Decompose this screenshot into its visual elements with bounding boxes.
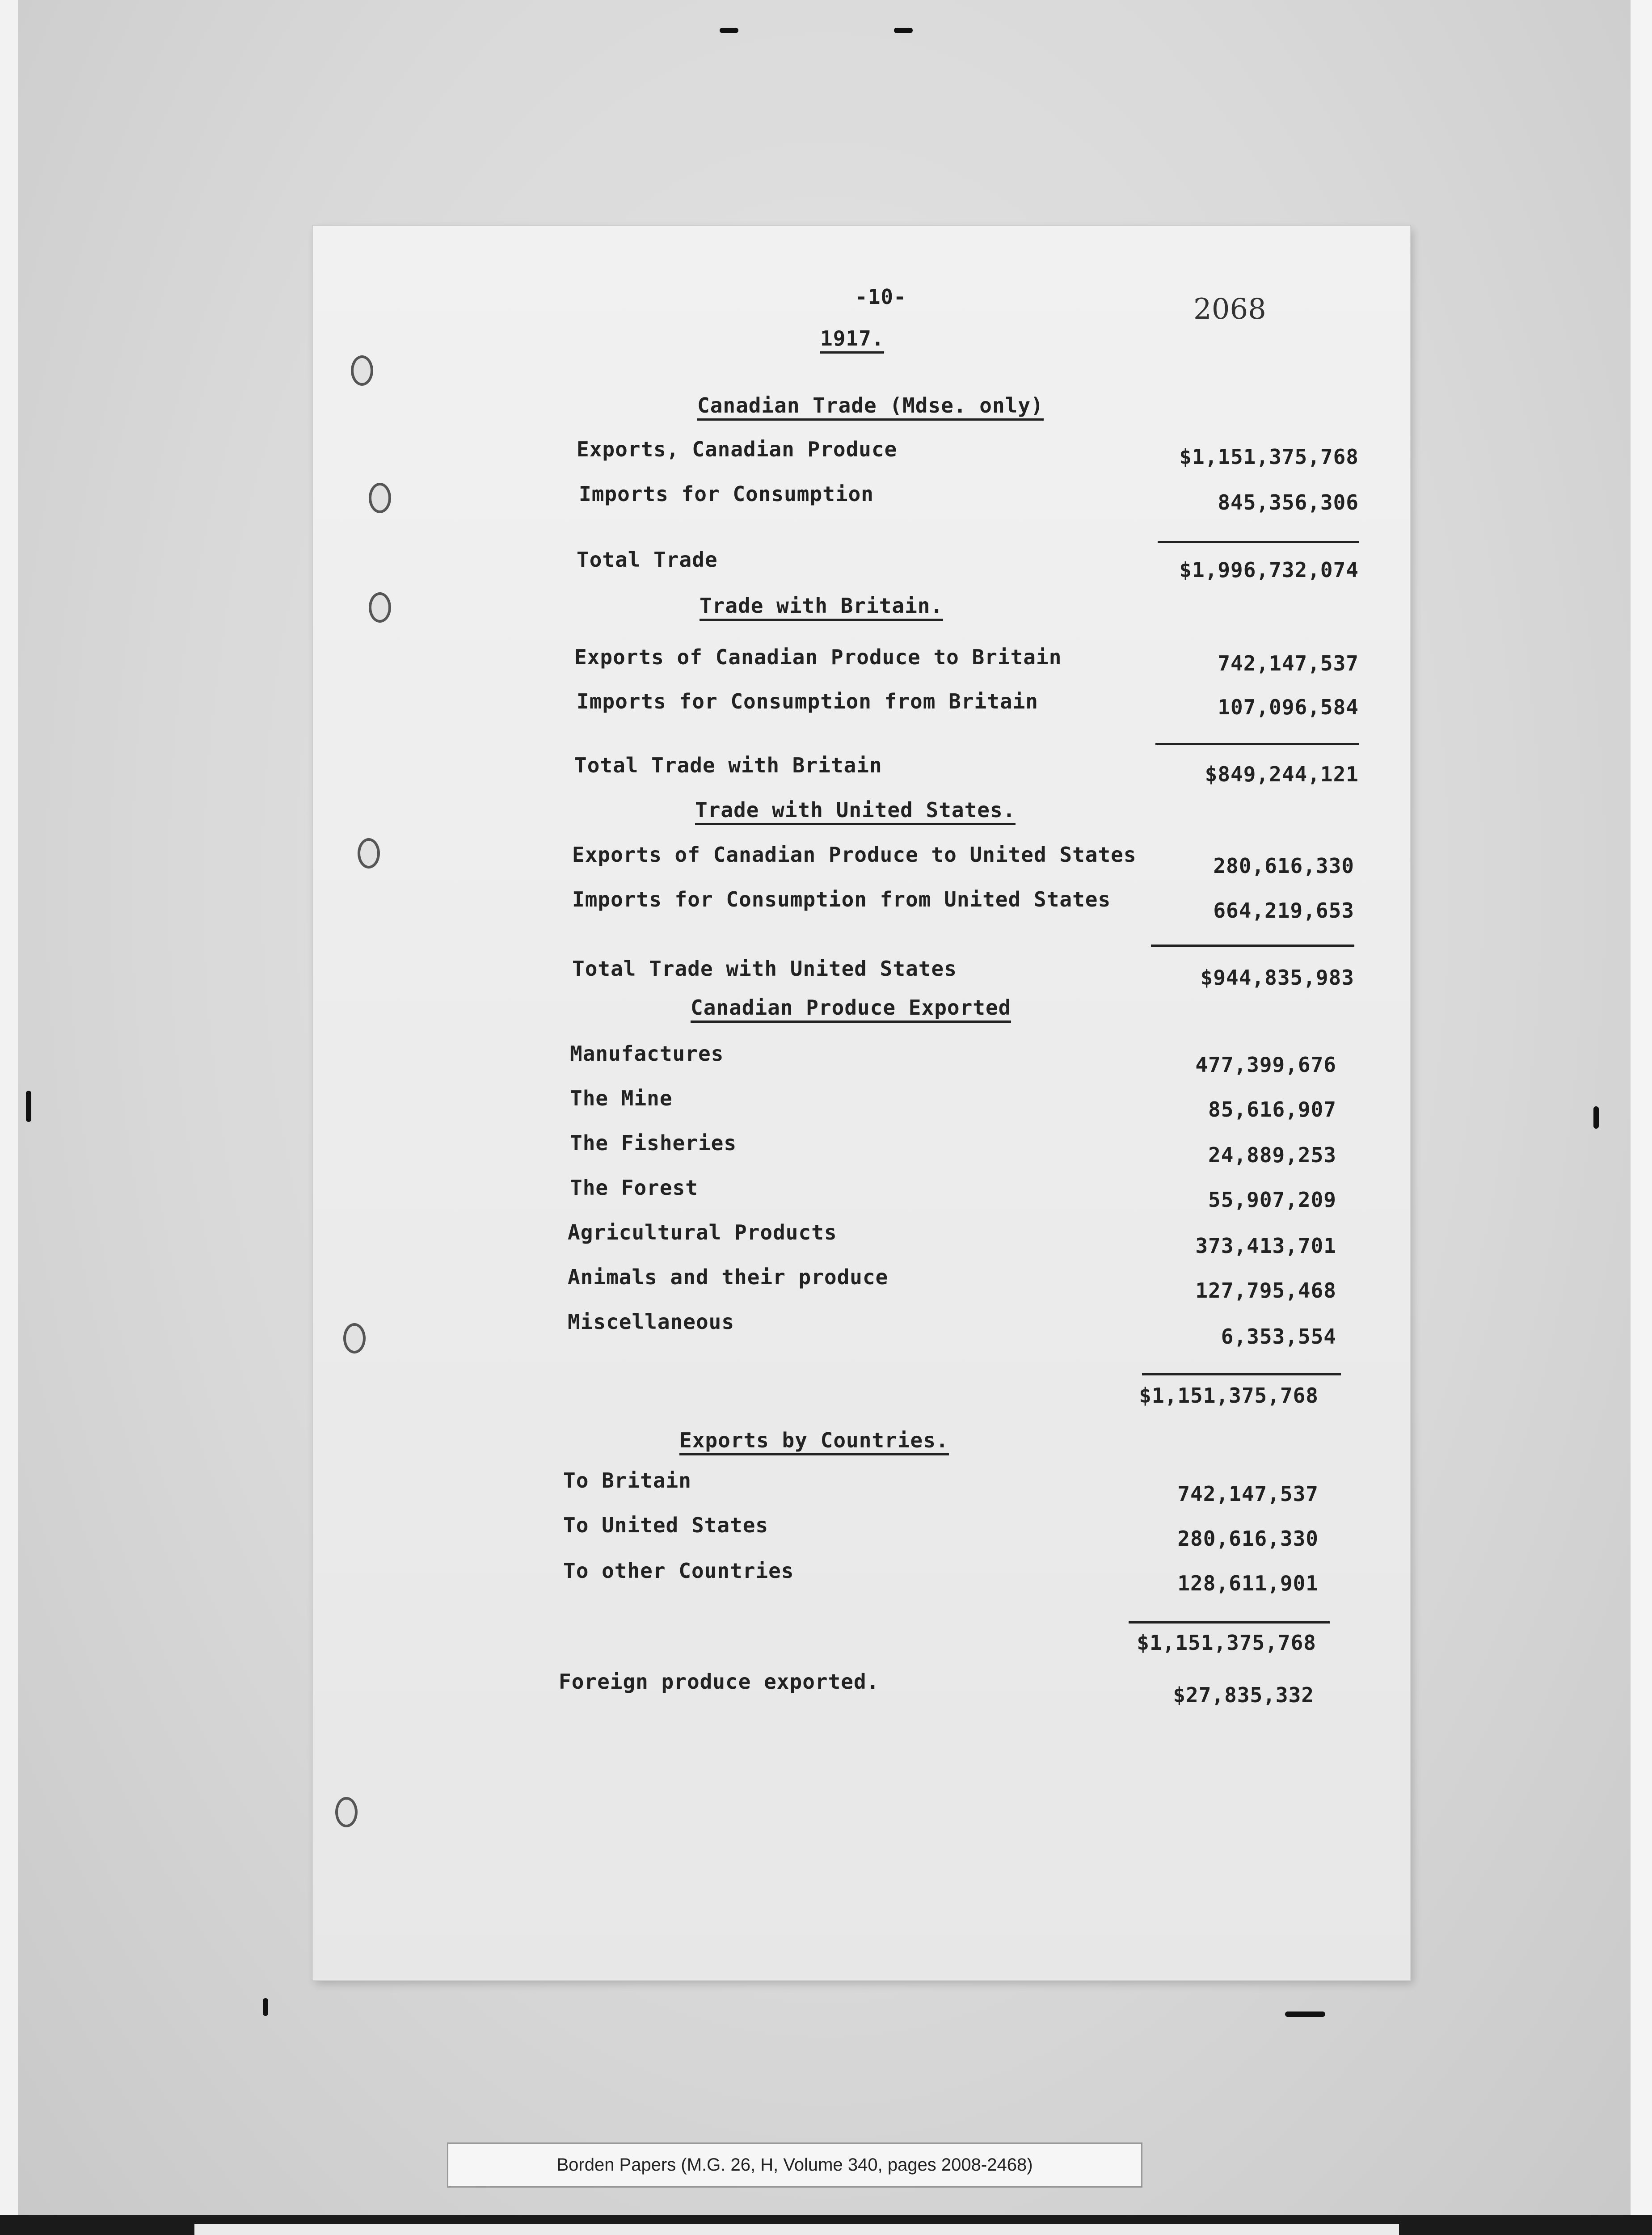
- film-mark: [894, 28, 913, 33]
- film-mark: [26, 1091, 31, 1122]
- total-value: $1,151,375,768: [1137, 1631, 1316, 1655]
- row-label: Manufactures: [570, 1042, 724, 1066]
- punch-hole: [335, 1797, 358, 1827]
- film-mark: [263, 1998, 268, 2016]
- row-value: 107,096,584: [1218, 695, 1359, 719]
- row-label: Animals and their produce: [568, 1265, 889, 1289]
- row-value: 6,353,554: [1221, 1324, 1336, 1349]
- row-label: To other Countries: [563, 1559, 794, 1583]
- foreign-produce-value: $27,835,332: [1173, 1683, 1314, 1707]
- section-heading-trade-us: Trade with United States.: [695, 798, 1016, 825]
- row-label: To Britain: [563, 1468, 691, 1493]
- row-value: 742,147,537: [1177, 1482, 1319, 1506]
- total-label: Total Trade with United States: [572, 957, 957, 981]
- document-page: [313, 226, 1410, 1980]
- row-value: 127,795,468: [1195, 1278, 1336, 1303]
- row-value: 845,356,306: [1218, 490, 1359, 514]
- row-value: 24,889,253: [1208, 1143, 1336, 1167]
- row-value: $1,151,375,768: [1179, 445, 1359, 469]
- foreign-produce-label: Foreign produce exported.: [559, 1670, 880, 1694]
- total-value: $1,151,375,768: [1139, 1383, 1319, 1408]
- page-number: -10-: [855, 285, 906, 309]
- row-value: 742,147,537: [1218, 651, 1359, 675]
- row-label: Miscellaneous: [568, 1310, 735, 1334]
- row-label: Imports for Consumption from Britain: [577, 689, 1038, 713]
- year-heading: 1917.: [820, 326, 884, 354]
- row-value: 280,616,330: [1177, 1527, 1319, 1551]
- sum-rule: [1151, 945, 1354, 947]
- archive-citation: Borden Papers (M.G. 26, H, Volume 340, pages 2008-2468): [447, 2142, 1142, 2188]
- row-label: To United States: [563, 1513, 769, 1537]
- row-value: 664,219,653: [1213, 898, 1354, 923]
- section-heading-exports-by-countries: Exports by Countries.: [679, 1428, 949, 1455]
- row-label: Agricultural Products: [568, 1220, 837, 1244]
- sum-rule: [1155, 743, 1359, 745]
- row-value: 477,399,676: [1195, 1053, 1336, 1077]
- row-label: The Mine: [570, 1086, 673, 1110]
- row-label: Exports, Canadian Produce: [577, 437, 898, 461]
- row-label: The Forest: [570, 1176, 698, 1200]
- row-label: Exports of Canadian Produce to United States: [572, 843, 1137, 867]
- total-label: Total Trade with Britain: [574, 753, 882, 777]
- total-value: $849,244,121: [1205, 762, 1359, 786]
- row-value: 55,907,209: [1208, 1188, 1336, 1212]
- row-label: Imports for Consumption from United States: [572, 887, 1111, 911]
- punch-hole: [343, 1323, 366, 1354]
- section-heading-canadian-trade: Canadian Trade (Mdse. only): [697, 393, 1044, 421]
- punch-hole: [358, 838, 380, 869]
- row-label: Imports for Consumption: [579, 482, 874, 506]
- sum-rule: [1142, 1373, 1341, 1375]
- sum-rule: [1129, 1621, 1330, 1624]
- film-edge-left: [0, 0, 18, 2215]
- film-mark: [1285, 2012, 1325, 2017]
- row-value: 128,611,901: [1177, 1571, 1319, 1595]
- section-heading-trade-britain: Trade with Britain.: [700, 594, 943, 621]
- row-label: Exports of Canadian Produce to Britain: [574, 645, 1062, 669]
- row-label: The Fisheries: [570, 1131, 737, 1155]
- total-label: Total Trade: [577, 548, 718, 572]
- punch-hole: [351, 355, 373, 386]
- sum-rule: [1158, 541, 1359, 543]
- row-value: 373,413,701: [1195, 1234, 1336, 1258]
- total-value: $1,996,732,074: [1179, 558, 1359, 582]
- film-mark: [1593, 1106, 1599, 1129]
- punch-hole: [369, 483, 391, 513]
- section-heading-produce-exported: Canadian Produce Exported: [691, 995, 1011, 1023]
- film-mark: [720, 28, 738, 33]
- film-edge-right: [1631, 0, 1652, 2215]
- total-value: $944,835,983: [1200, 966, 1354, 990]
- row-value: 280,616,330: [1213, 854, 1354, 878]
- stamp-number: 2068: [1193, 293, 1266, 326]
- archive-label-card: [194, 2224, 1399, 2235]
- row-value: 85,616,907: [1208, 1097, 1336, 1122]
- punch-hole: [369, 592, 391, 623]
